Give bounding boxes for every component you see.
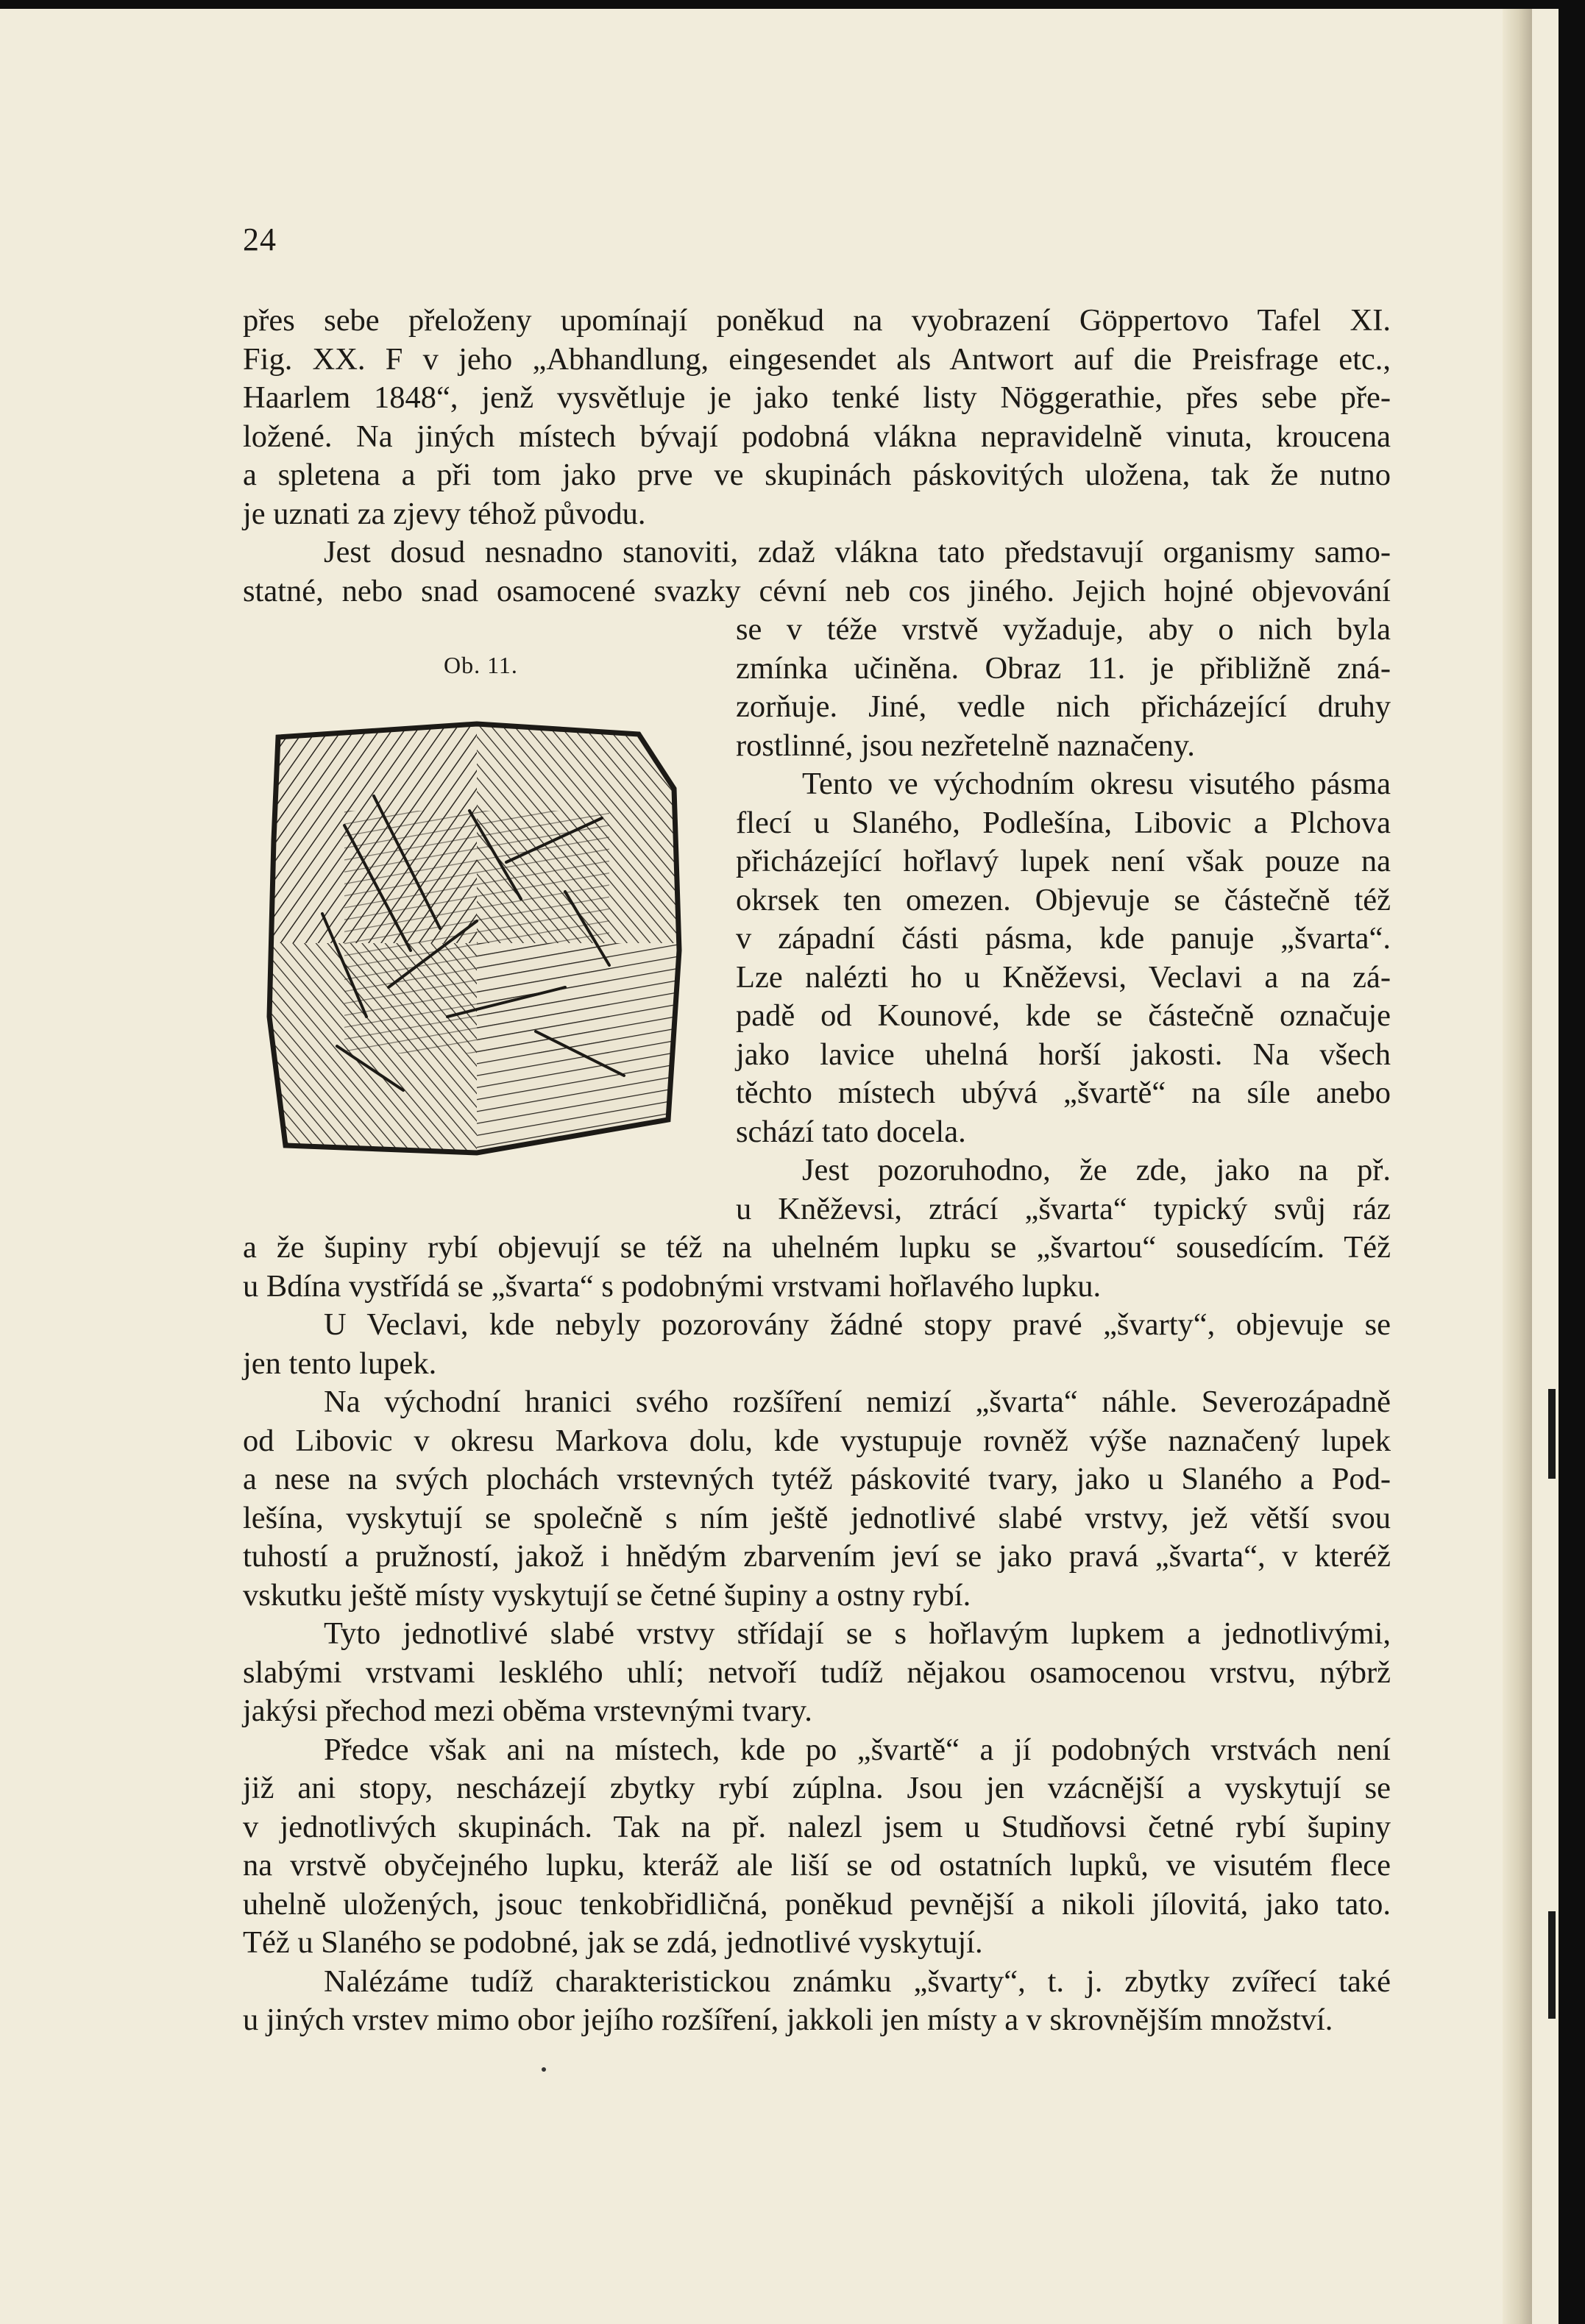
text-line: u jiných vrstev mimo obor jejího rozšíření, jakkoli jen místy a v skrovnějším množství.	[243, 2003, 1333, 2037]
text-line: ložené. Na jiných místech bývají podobná vlákna nepravidelně vinuta, kroucena	[243, 419, 1391, 454]
edge-mark	[1548, 1389, 1556, 1479]
text-line: Jest dosud nesnadno stanoviti, zdaž vlákna tato představují organismy samo-	[324, 535, 1391, 569]
text-line: Tyto jednotlivé slabé vrstvy střídají se s hořlavým lupkem a jednotlivými,	[324, 1616, 1391, 1651]
text-line: u Bdína vystřídá se „švarta“ s podobnými vrstvami hořlavého lupku.	[243, 1268, 1102, 1304]
text-line: se v téže vrstvě vyžaduje, aby o nich byla	[736, 612, 1391, 647]
text-line: přes sebe přeloženy upomínají poněkud na vyobrazení Göppertovo Tafel XI.	[243, 303, 1391, 338]
text-line: Nalézáme tudíž charakteristickou známku „švarty“, t. j. zbytky zvířecí také	[324, 1964, 1391, 1999]
book-page	[0, 9, 1559, 2324]
text-line: a že šupiny rybí objevují se též na uhelném lupku se „švartou“ sousedícím. Též	[243, 1230, 1391, 1265]
text-line: padě od Kounové, kde se částečně označuje	[736, 998, 1391, 1033]
page-number: 24	[243, 221, 277, 257]
text-line: statné, nebo snad osamocené svazky cévní neb cos jiného. Jejich hojné objevování	[243, 573, 1391, 608]
text-line: slabými vrstvami lesklého uhlí; netvoří tudíž nějakou osamocenou vrstvu, nýbrž	[243, 1655, 1391, 1690]
text-line: tuhostí a pružností, jakož i hnědým zbarvením jeví se jako pravá „švarta“, v kteréž	[243, 1539, 1391, 1574]
edge-mark	[1548, 1911, 1556, 2019]
text-line: v jednotlivých skupinách. Tak na př. nalezl jsem u Studňovsi četné rybí šupiny	[243, 1809, 1391, 1844]
page-gutter	[1503, 9, 1532, 2324]
text-line: lešína, vyskytují se společně s ním ještě jednotlivé slabé vrstvy, jež větší svou	[243, 1500, 1391, 1535]
text-line: vskutku ještě místy vyskytují se četné šupiny a ostny rybí.	[243, 1577, 971, 1613]
text-line: Lze nalézti ho u Kněževsi, Veclavi a na zá-	[736, 959, 1391, 995]
wrapped-column	[736, 611, 1391, 1229]
text-line: již ani stopy, nescházejí zbytky rybí zúplna. Jsou jen vzácnější a vyskytují se	[243, 1771, 1391, 1805]
text-line: a spletena a při tom jako prve ve skupinách páskovitých uložena, tak že nutno	[243, 458, 1391, 492]
text-line: u Kněževsi, ztrácí „švarta“ typický svůj ráz	[736, 1191, 1391, 1226]
figure-caption: Ob. 11.	[444, 652, 518, 678]
text-line: Tento ve východním okresu visutého pásma	[802, 767, 1391, 801]
text-line: rostlinné, jsou nezřetelně naznačeny.	[736, 728, 1195, 763]
text-line: flecí u Slaného, Podlešína, Libovic a Plchova	[736, 805, 1391, 840]
text-line: od Libovic v okresu Markova dolu, kde vystupuje rovněž výše naznačený lupek	[243, 1423, 1391, 1458]
ink-speck	[542, 2067, 546, 2072]
fossil-shale-illustration-icon	[256, 708, 698, 1173]
text-line: na vrstvě obyčejného lupku, kteráž ale liší se od ostatních lupků, ve visutém flece	[243, 1848, 1391, 1883]
text-line: schází tato docela.	[736, 1114, 966, 1149]
text-line: a nese na svých plochách vrstevných tytéž páskovité tvary, jako u Slaného a Pod-	[243, 1462, 1391, 1496]
text-line: U Veclavi, kde nebyly pozorovány žádné stopy pravé „švarty“, objevuje se	[324, 1307, 1391, 1342]
text-line: jako lavice uhelná horší jakosti. Na všech	[736, 1037, 1391, 1072]
text-line: uhelně uložených, jsouc tenkobřidličná, poněkud pevnější a nikoli jílovitá, jako tato.	[243, 1886, 1391, 1922]
text-line: Jest pozoruhodno, že zde, jako na př.	[802, 1153, 1391, 1187]
paragraph-1	[243, 302, 1391, 611]
paragraph-lower	[243, 1229, 1391, 2040]
text-line: je uznati za zjevy téhož původu.	[243, 496, 646, 531]
text-line: Fig. XX. F v jeho „Abhandlung, eingesendet als Antwort auf die Preisfrage etc.,	[243, 341, 1391, 377]
text-line: Též u Slaného se podobné, jak se zdá, jednotlivé vyskytují.	[243, 1925, 983, 1960]
text-line: zmínka učiněna. Obraz 11. je přibližně zná-	[736, 650, 1391, 686]
text-line: zorňuje. Jiné, vedle nich přicházející druhy	[736, 689, 1391, 724]
text-line: Haarlem 1848“, jenž vysvětluje je jako tenké listy Nöggerathie, přes sebe pře-	[243, 380, 1391, 415]
text-line: Předce však ani na místech, kde po „švartě“ a jí podobných vrstvách není	[324, 1732, 1391, 1767]
text-line: těchto místech ubývá „švartě“ na síle anebo	[736, 1076, 1391, 1110]
text-line: jakýsi přechod mezi oběma vrstevnými tvary.	[243, 1694, 812, 1728]
text-line: okrsek ten omezen. Objevuje se částečně též	[736, 882, 1391, 917]
text-line: Na východní hranici svého rozšíření nemizí „švarta“ náhle. Severozápadně	[324, 1385, 1391, 1419]
text-line: jen tento lupek.	[243, 1346, 437, 1381]
text-line: v západní části pásma, kde panuje „švarta“.	[736, 921, 1391, 956]
text-line: přicházející hořlavý lupek není však pouze na	[736, 844, 1391, 878]
